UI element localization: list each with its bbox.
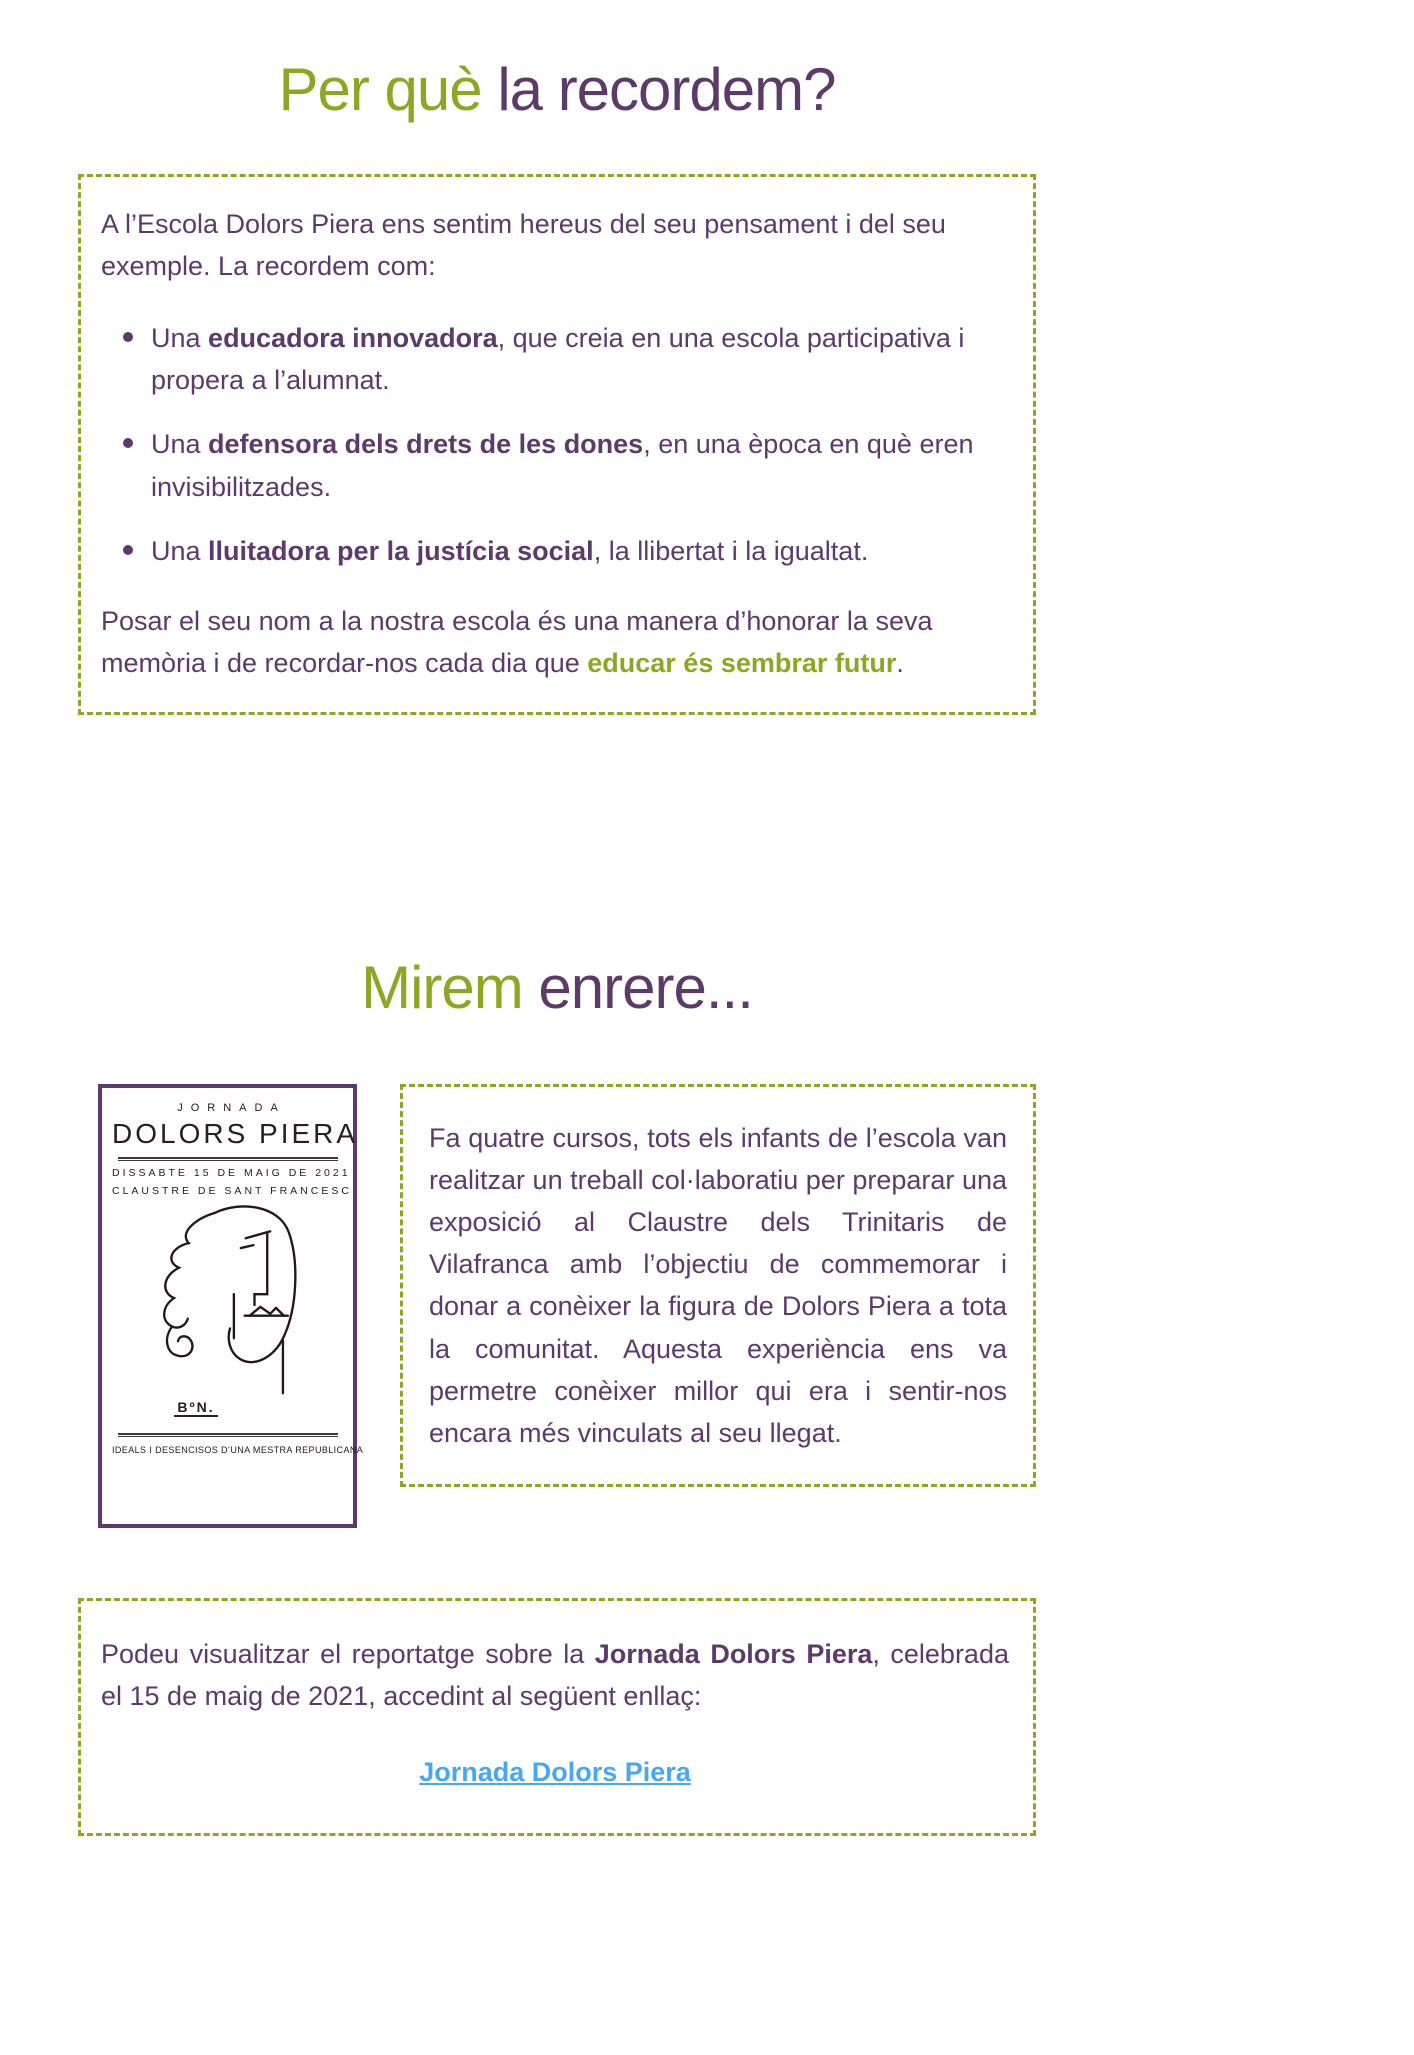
face-line-drawing-icon	[120, 1199, 336, 1405]
list-item-text: Una educadora innovadora, que creia en una escola participativa i propera a l’alumnat.	[151, 323, 965, 396]
green-highlight: educar és sembrar futur	[587, 647, 897, 678]
heading-green-part: Per què	[278, 56, 498, 123]
list-item-lluitadora	[123, 530, 1009, 572]
remember-box	[78, 174, 1036, 715]
newsletter-page	[0, 55, 1114, 1836]
heading-why-remember	[0, 55, 1114, 124]
poster-footer: IDEALS I DESENCISOS D’UNA MESTRA REPUBLICANA	[112, 1444, 364, 1455]
poster-kicker: JORNADA	[177, 1101, 286, 1114]
heading-look-back	[0, 953, 1114, 1022]
poster-title: DOLORS PIERA	[112, 1117, 359, 1149]
report-box	[78, 1598, 1036, 1836]
bullet-dot	[123, 438, 133, 448]
list-item-text: Una lluitadora per la justícia social, la llibertat i la igualtat.	[151, 535, 869, 566]
heading-green-part: Mirem	[361, 953, 539, 1021]
look-back-paragraph: Fa quatre cursos, tots els infants de l’escola van realitzar un treball col·laboratiu per preparar una exposició al Claustre dels Trinitaris de Vilafranca amb l’objectiu de commemorar i donar a conèixer la figura de Dolors Piera a tota la comunitat. Aquesta experiència ens va permetre conèixer millor qui era i sentir-nos encara més vinculats al seu llegat.	[429, 1122, 1007, 1448]
poster-signature: BºN.	[174, 1399, 218, 1417]
jornada-poster	[98, 1084, 364, 1528]
bullet-dot	[123, 545, 133, 555]
bullet-dot	[123, 332, 133, 342]
heading-purple-part: enrere...	[538, 953, 753, 1021]
intro-paragraph: A l’Escola Dolors Piera ens sentim hereus del seu pensament i del seu exemple. La recordem com:	[101, 209, 946, 282]
report-paragraph: Podeu visualitzar el reportatge sobre la Jornada Dolors Piera, celebrada el 15 de maig de 2021, accedint al següent enllaç:	[101, 1638, 1009, 1712]
qualities-list	[101, 317, 1009, 572]
look-back-box	[400, 1084, 1036, 1487]
list-item-defensora	[123, 423, 1009, 507]
poster-divider	[118, 1157, 338, 1161]
heading-purple-part: la recordem?	[497, 56, 836, 123]
outro-paragraph: Posar el seu nom a la nostra escola és una manera d’honorar la seva memòria i de recordar-nos cada dia que educar és sembrar futur.	[101, 605, 933, 678]
list-item-educadora	[123, 317, 1009, 401]
list-item-text: Una defensora dels drets de les dones, en una època en què eren invisibilitzades.	[151, 429, 974, 502]
jornada-report-link[interactable]: Jornada Dolors Piera	[419, 1757, 691, 1788]
poster-date: DISSABTE 15 DE MAIG DE 2021	[112, 1166, 351, 1179]
link-container	[101, 1751, 1009, 1793]
poster-divider	[118, 1433, 338, 1437]
poster-and-text-row	[78, 1084, 1036, 1528]
poster-venue: CLAUSTRE DE SANT FRANCESC	[112, 1184, 352, 1197]
